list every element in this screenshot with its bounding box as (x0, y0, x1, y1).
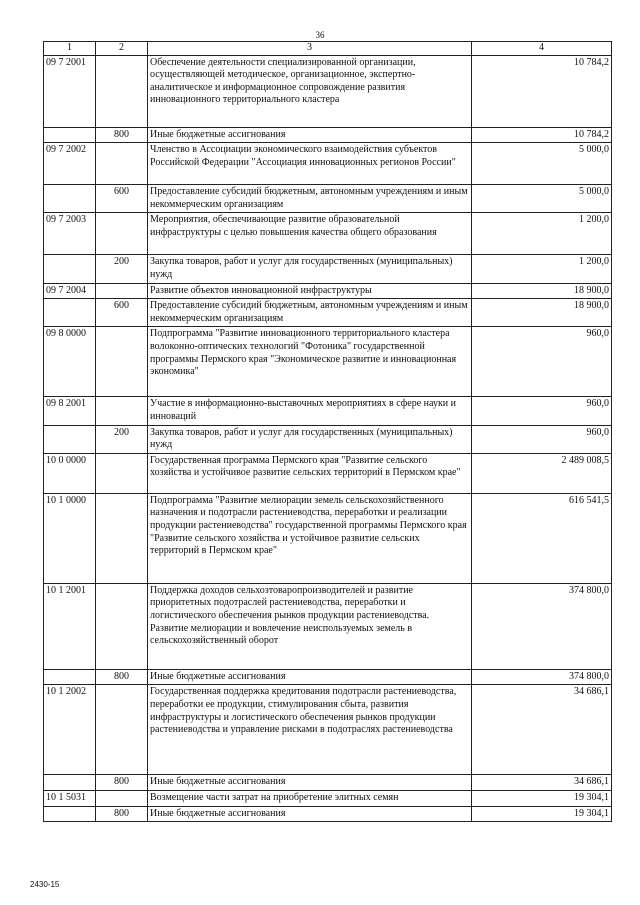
row-name: Подпрограмма "Развитие инновационного территориального кластера волоконно-оптических технологий "Фотоника" государственной программы Пермского края "Экономическое развитие и инновационная экономика" (148, 327, 472, 397)
row-amount: 18 900,0 (472, 299, 612, 327)
row-name: Подпрограмма "Развитие мелиорации земель сельскохозяйственного назначения и подотрасли растениеводства, переработки и реализации продукции растениеводства" государственной программы Пермского края "Развитие сельского хозяйства и устойчивое развитие сельских территорий в Пермском крае" (148, 493, 472, 583)
row-code: 09 7 2003 (44, 213, 96, 255)
row-code: 09 7 2002 (44, 143, 96, 185)
row-name: Государственная поддержка кредитования подотрасли растениеводства, переработки ее продукции, стимулирования сбыта, развития инфраструктуры и логистического обеспечения рынков продукции растениеводства и управление рисками в подотраслях растениеводства (148, 685, 472, 775)
table-row (44, 213, 612, 255)
row-amount: 19 304,1 (472, 806, 612, 822)
footer-code: 2430-15 (30, 880, 60, 889)
row-name: Иные бюджетные ассигнования (148, 806, 472, 822)
row-code (44, 425, 96, 453)
row-expense-type (96, 453, 148, 493)
table-row (44, 299, 612, 327)
table-row (44, 127, 612, 143)
row-code: 10 1 2002 (44, 685, 96, 775)
table-row (44, 143, 612, 185)
row-expense-type (96, 493, 148, 583)
row-code: 09 8 2001 (44, 397, 96, 425)
column-header-3: 3 (148, 42, 472, 56)
table-row (44, 397, 612, 425)
row-expense-type: 800 (96, 127, 148, 143)
row-name: Возмещение части затрат на приобретение элитных семян (148, 790, 472, 806)
row-code: 10 1 5031 (44, 790, 96, 806)
row-code (44, 669, 96, 685)
row-name: Мероприятия, обеспечивающие развитие образовательной инфраструктуры с целью повышения качества общего образования (148, 213, 472, 255)
row-name: Государственная программа Пермского края "Развитие сельского хозяйства и устойчивое развитие сельских территорий в Пермском крае" (148, 453, 472, 493)
header-row (44, 42, 612, 56)
row-code (44, 775, 96, 791)
row-name: Поддержка доходов сельхозтоваропроизводителей и развитие приоритетных подотраслей растениеводства, переработки и логистического обеспечения рынков продукции растениеводства. Развитие мелиорации и вовлечение неиспользуемых земель в сельскохозяйственный оборот (148, 583, 472, 669)
row-amount: 34 686,1 (472, 775, 612, 791)
row-name: Закупка товаров, работ и услуг для государственных (муниципальных) нужд (148, 255, 472, 283)
row-name: Участие в информационно-выставочных мероприятиях в сфере науки и инноваций (148, 397, 472, 425)
row-amount: 374 800,0 (472, 669, 612, 685)
row-code: 09 7 2001 (44, 55, 96, 127)
column-header-4: 4 (472, 42, 612, 56)
row-amount: 5 000,0 (472, 143, 612, 185)
table-row (44, 775, 612, 791)
row-name: Иные бюджетные ассигнования (148, 669, 472, 685)
row-expense-type (96, 397, 148, 425)
row-expense-type: 600 (96, 299, 148, 327)
table-row (44, 583, 612, 669)
row-code: 09 8 0000 (44, 327, 96, 397)
row-amount: 1 200,0 (472, 213, 612, 255)
row-amount: 616 541,5 (472, 493, 612, 583)
row-code: 10 1 2001 (44, 583, 96, 669)
row-amount: 960,0 (472, 327, 612, 397)
row-name: Предоставление субсидий бюджетным, автономным учреждениям и иным некоммерческим организациям (148, 185, 472, 213)
row-amount: 10 784,2 (472, 55, 612, 127)
row-amount: 10 784,2 (472, 127, 612, 143)
row-name: Иные бюджетные ассигнования (148, 127, 472, 143)
row-expense-type: 200 (96, 425, 148, 453)
table-row (44, 790, 612, 806)
row-amount: 960,0 (472, 425, 612, 453)
row-code (44, 255, 96, 283)
table-row (44, 255, 612, 283)
row-code: 09 7 2004 (44, 283, 96, 299)
table-row (44, 425, 612, 453)
table-row (44, 669, 612, 685)
row-expense-type (96, 327, 148, 397)
budget-table (43, 41, 612, 822)
row-expense-type (96, 685, 148, 775)
row-expense-type: 800 (96, 806, 148, 822)
page-number: 36 (315, 30, 325, 40)
row-amount: 960,0 (472, 397, 612, 425)
table-row (44, 453, 612, 493)
row-expense-type: 600 (96, 185, 148, 213)
row-name: Обеспечение деятельности специализированной организации, осуществляющей методическое, организационное, экспертно-аналитическое и информационное сопровождение развития инновационного территориального кластера (148, 55, 472, 127)
row-name: Членство в Ассоциации экономического взаимодействия субъектов Российской Федерации "Ассоциация инновационных регионов России" (148, 143, 472, 185)
row-amount: 34 686,1 (472, 685, 612, 775)
row-name: Развитие объектов инновационной инфраструктуры (148, 283, 472, 299)
row-expense-type (96, 790, 148, 806)
row-amount: 374 800,0 (472, 583, 612, 669)
row-name: Предоставление субсидий бюджетным, автономным учреждениям и иным некоммерческим организациям (148, 299, 472, 327)
table-row (44, 493, 612, 583)
row-expense-type: 200 (96, 255, 148, 283)
row-code: 10 1 0000 (44, 493, 96, 583)
row-code (44, 806, 96, 822)
row-expense-type (96, 583, 148, 669)
row-expense-type (96, 213, 148, 255)
row-code (44, 299, 96, 327)
column-header-2: 2 (96, 42, 148, 56)
table-row (44, 55, 612, 127)
table-row (44, 685, 612, 775)
column-header-1: 1 (44, 42, 96, 56)
row-amount: 1 200,0 (472, 255, 612, 283)
row-expense-type: 800 (96, 775, 148, 791)
row-code (44, 185, 96, 213)
row-amount: 5 000,0 (472, 185, 612, 213)
row-amount: 18 900,0 (472, 283, 612, 299)
row-name: Иные бюджетные ассигнования (148, 775, 472, 791)
table-row (44, 806, 612, 822)
table-row (44, 327, 612, 397)
row-amount: 19 304,1 (472, 790, 612, 806)
row-expense-type (96, 143, 148, 185)
row-code: 10 0 0000 (44, 453, 96, 493)
table-row (44, 283, 612, 299)
row-expense-type (96, 55, 148, 127)
row-code (44, 127, 96, 143)
row-expense-type: 800 (96, 669, 148, 685)
row-name: Закупка товаров, работ и услуг для государственных (муниципальных) нужд (148, 425, 472, 453)
row-expense-type (96, 283, 148, 299)
row-amount: 2 489 008,5 (472, 453, 612, 493)
table-row (44, 185, 612, 213)
